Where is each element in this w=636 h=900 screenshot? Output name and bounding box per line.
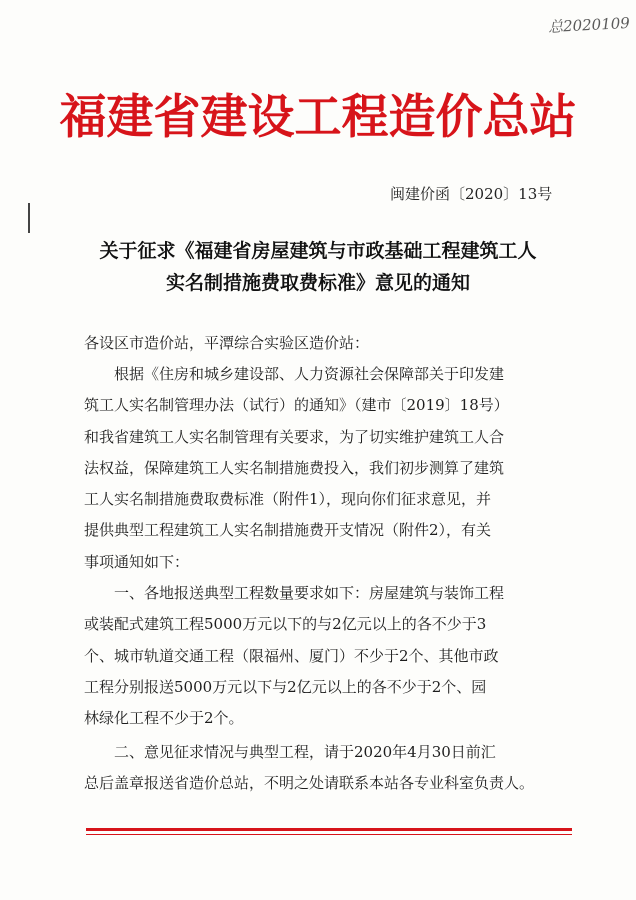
- paragraph-line: 和我省建筑工人实名制管理有关要求，为了切实维护建筑工人合: [84, 427, 505, 446]
- document-number: 闽建价函〔2020〕13号: [390, 185, 553, 203]
- paragraph-line: 法权益，保障建筑工人实名制措施费投入，我们初步测算了建筑: [84, 458, 505, 477]
- paragraph-line: 工人实名制措施费取费标准（附件1），现向你们征求意见，并: [84, 490, 492, 509]
- paragraph-2: [84, 578, 604, 734]
- notice-title-line-1: 关于征求《福建省房屋建筑与市政基础工程建筑工人: [99, 240, 537, 262]
- paragraph-line: 筑工人实名制管理办法（试行）的通知》（建市〔2019〕18号）: [84, 396, 509, 415]
- margin-mark: [28, 203, 30, 233]
- paragraph-line: 总后盖章报送省造价总站，不明之处请联系本站各专业科室负责人。: [84, 774, 535, 793]
- paragraph-line: 提供典型工程建筑工人实名制措施费开支情况（附件2），有关: [84, 521, 492, 540]
- paragraph-line: 林绿化工程不少于2个。: [84, 709, 244, 728]
- paragraph-line: 根据《住房和城乡建设部、人力资源社会保障部关于印发建: [84, 365, 505, 383]
- paragraph-line: 工程分别报送5000万元以下与2亿元以上的各不少于2个、园: [84, 677, 487, 696]
- red-divider-thick: [86, 828, 572, 831]
- paragraph-3: [84, 737, 604, 800]
- paragraph-line: 事项通知如下：: [84, 552, 190, 571]
- paragraph-line: 一、各地报送典型工程数量要求如下：房屋建筑与装饰工程: [84, 584, 505, 602]
- agency-title: 福建省建设工程造价总站: [59, 90, 577, 145]
- red-divider-thin: [86, 834, 572, 835]
- paragraph-line: 或装配式建筑工程5000万元以下的与2亿元以上的各不少于3: [84, 615, 487, 634]
- paragraph-1: [84, 359, 604, 578]
- paragraph-line: 二、意见征求情况与典型工程，请于2020年4月30日前汇: [84, 743, 496, 761]
- handwritten-note: 总2020109: [547, 13, 631, 37]
- notice-title-line-2: 实名制措施费取费标准》意见的通知: [165, 272, 470, 294]
- salutation: 各设区市造价站，平潭综合实验区造价站：: [84, 334, 370, 352]
- paragraph-line: 个、城市轨道交通工程（限福州、厦门）不少于2个、其他市政: [84, 646, 499, 665]
